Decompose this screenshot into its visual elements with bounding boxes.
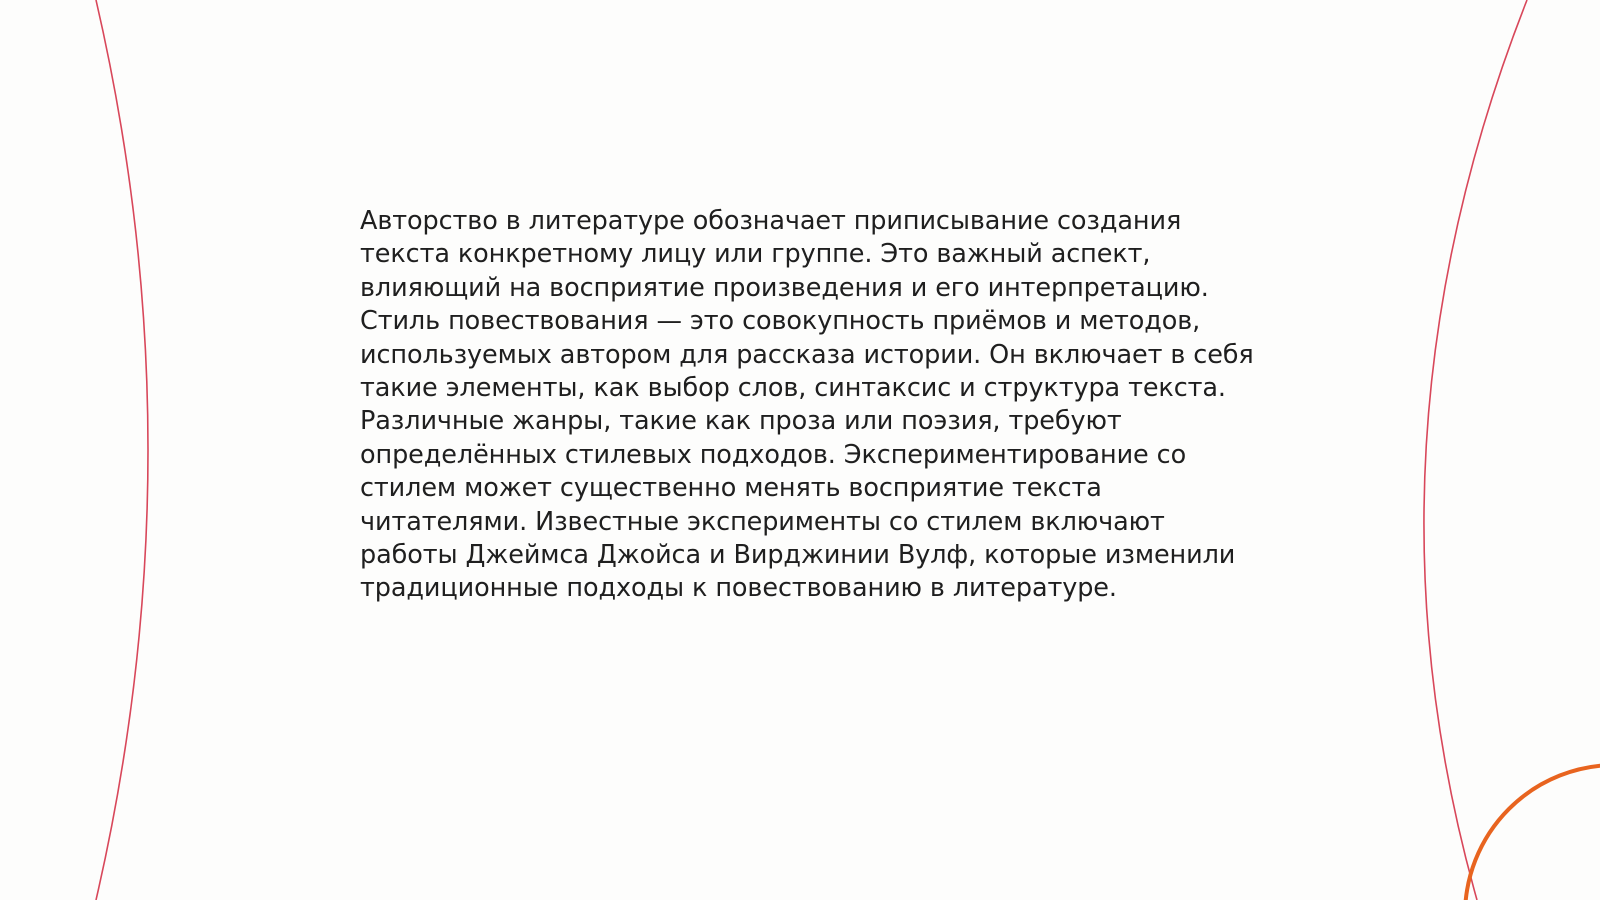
orange-circle-arc: [1465, 765, 1600, 900]
right-curved-line: [1424, 0, 1527, 900]
body-text: Авторство в литературе обозначает приписывание создания текста конкретному лицу или группе. Это важный аспект, влияющий на восприятие произведения и его интерпретацию. Стиль повествования — это совокупность приёмов и методов, используемых автором для рассказа истории. Он включает в себя такие элементы, как выбор слов, синтаксис и структура текста. Различные жанры, такие как проза или поэзия, требуют определённых стилевых подходов. Экспериментирование со стилем может существенно менять восприятие текста читателями. Известные эксперименты со стилем включают работы Джеймса Джойса и Вирджинии Вулф, которые изменили традиционные подходы к повествованию в литературе.: [360, 206, 1254, 604]
left-curved-line: [96, 0, 148, 900]
